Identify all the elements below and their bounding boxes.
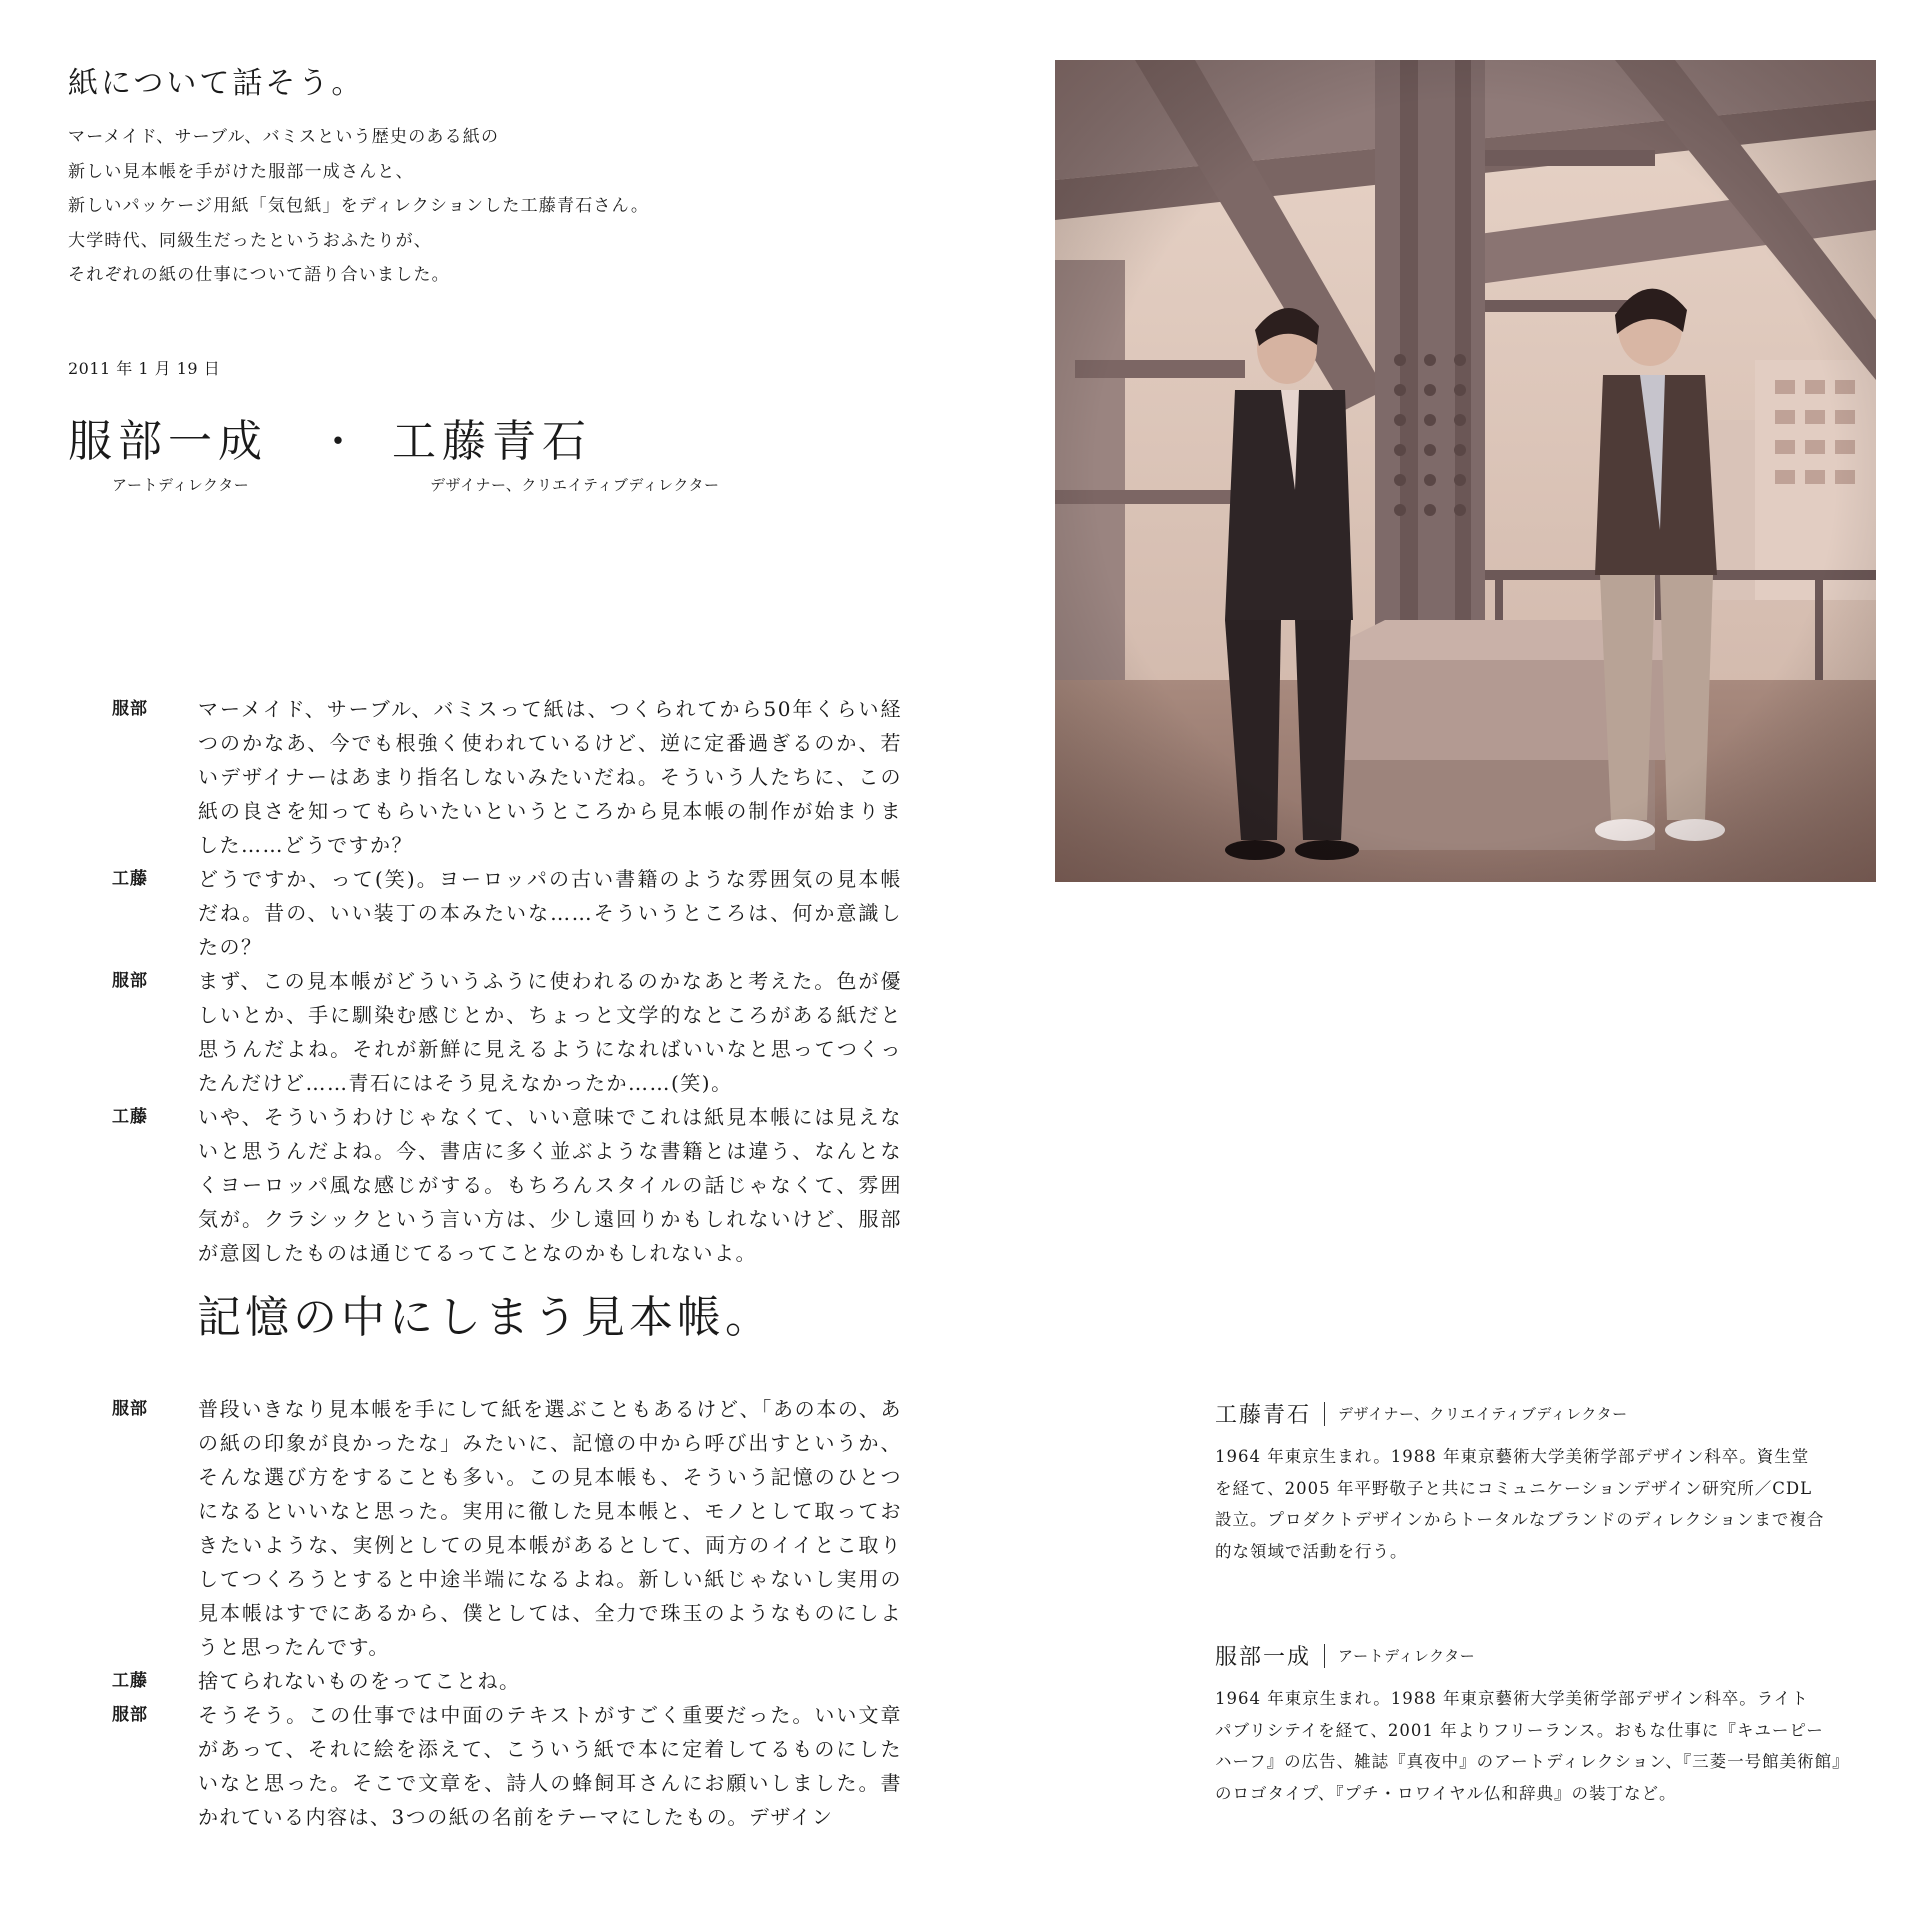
speech-text: 普段いきなり見本帳を手にして紙を選ぶこともあるけど、「あの本の、あの紙の印象が良かったな」みたいに、記憶の中から呼び出すというか、そんな選び方をすることも多い。この見本帳も、そういう記憶のひとつになるといいなと思った。実用に徹した見本帳と、モノとして取っておきたいような、実例としての見本帳があるとして、両方のイイとこ取りしてつくろうとすると中途半端になるよね。新しい紙じゃないし実用の見本帳はすでにあるから、僕としては、全力で珠玉のようなものにしようと思ったんです。 <box>198 1397 902 1659</box>
intro-line: それぞれの紙の仕事について語り合いました。 <box>68 265 450 285</box>
speaker-label: 工藤 <box>112 1671 148 1691</box>
speaker-label: 服部 <box>112 1399 148 1419</box>
dialogue-turn <box>112 1698 902 1834</box>
dialogue-section-1 <box>112 692 902 1270</box>
bio-text <box>1215 1441 1865 1567</box>
bio-text <box>1215 1683 1865 1809</box>
name-separator: ・ <box>318 419 358 465</box>
bio-line: を経て、2005 年平野敬子と共にコミュニケーションデザイン研究所／CDL <box>1215 1478 1813 1498</box>
speaker-label: 服部 <box>112 971 148 991</box>
participant-role-hattori: アートディレクター <box>112 476 250 494</box>
bio-header <box>1215 1398 1865 1429</box>
bio-line: 的な領域で活動を行う。 <box>1215 1541 1408 1561</box>
participant-name-kudo: 工藤青石 <box>392 416 592 467</box>
bio-header <box>1215 1640 1865 1671</box>
dialogue-turn <box>112 1664 902 1698</box>
bio-role: デザイナー、クリエイティブディレクター <box>1338 1405 1628 1423</box>
intro-line: 大学時代、同級生だったというおふたりが、 <box>68 230 432 251</box>
speech-text: どうですか、って(笑)。ヨーロッパの古い書籍のような雰囲気の見本帳だね。昔の、いい装丁の本みたいな……そういうところは、何か意識したの？ <box>198 867 902 959</box>
participant-role-kudo: デザイナー、クリエイティブディレクター <box>430 476 720 494</box>
date: 2011 年 1 月 19 日 <box>68 359 221 378</box>
bio-line: 1964 年東京生まれ。1988 年東京藝術大学美術学部デザイン科卒。ライト <box>1215 1689 1809 1708</box>
rooftop-photo <box>1055 60 1876 882</box>
speech-text: そうそう。この仕事では中面のテキストがすごく重要だった。いい文章があって、それに絵を添えて、こういう紙で本に定着してるものにしたいなと思った。そこで文章を、詩人の蜂飼耳さんにお願いしました。書かれている内容は、3つの紙の名前をテーマにしたもの。デザイン <box>198 1703 902 1829</box>
bio-divider <box>1324 1644 1325 1668</box>
bio-role: アートディレクター <box>1338 1647 1476 1665</box>
bio-line: のロゴタイプ、『プチ・ロワイヤル仏和辞典』の装丁など。 <box>1215 1783 1677 1803</box>
intro-line: マーメイド、サーブル、バミスという歴史のある紙の <box>68 127 500 147</box>
speech-text: いや、そういうわけじゃなくて、いい意味でこれは紙見本帳には見えないと思うんだよね。今、書店に多く並ぶような書籍とは違う、なんとなくヨーロッパ風な感じがする。もちろんスタイルの話じゃなくて、雰囲気が。クラシックという言い方は、少し遠回りかもしれないけど、服部が意図したものは通じてるってことなのかもしれないよ。 <box>198 1105 902 1265</box>
intro-text <box>68 120 748 293</box>
speech-text: マーメイド、サーブル、バミスって紙は、つくられてから50年くらい経つのかなあ、今でも根強く使われているけど、逆に定番過ぎるのか、若いデザイナーはあまり指名しないみたいだね。そういう人たちに、この紙の良さを知ってもらいたいというところから見本帳の制作が始まりました……どうですか？ <box>198 697 902 857</box>
bio-divider <box>1324 1402 1325 1426</box>
photo-illustration <box>1055 60 1876 882</box>
speech-text: 捨てられないものをってことね。 <box>198 1669 521 1693</box>
bio-line: 1964 年東京生まれ。1988 年東京藝術大学美術学部デザイン科卒。資生堂 <box>1215 1447 1810 1466</box>
bio-hattori <box>1215 1640 1865 1809</box>
dialogue-section-2 <box>112 1392 902 1834</box>
dialogue-turn <box>112 964 902 1100</box>
speech-text: まず、この見本帳がどういうふうに使われるのかなあと考えた。色が優しいとか、手に馴染む感じとか、ちょっと文学的なところがある紙だと思うんだよね。それが新鮮に見えるようになればいいなと思ってつくったんだけど……青石にはそう見えなかったか……(笑)。 <box>198 969 902 1095</box>
bio-kudo <box>1215 1398 1865 1567</box>
bio-line: 設立。プロダクトデザインからトータルなブランドのディレクションまで複合 <box>1215 1510 1825 1529</box>
speaker-label: 工藤 <box>112 869 148 889</box>
dialogue-turn <box>112 1392 902 1664</box>
participant-name-hattori: 服部一成 <box>68 416 268 467</box>
dialogue-turn <box>112 862 902 964</box>
section-heading: 記憶の中にしまう見本帳。 <box>197 1292 773 1343</box>
speaker-label: 工藤 <box>112 1107 148 1127</box>
dialogue-turn <box>112 692 902 862</box>
speaker-label: 服部 <box>112 699 148 719</box>
bio-name: 服部一成 <box>1215 1645 1312 1670</box>
bio-line: ハーフ』の広告、雑誌『真夜中』のアートディレクション、『三菱一号館美術館』 <box>1215 1752 1850 1771</box>
intro-line: 新しいパッケージ用紙「気包紙」をディレクションした工藤青石さん。 <box>68 196 650 216</box>
speaker-label: 服部 <box>112 1705 148 1725</box>
bio-name: 工藤青石 <box>1215 1403 1312 1428</box>
dialogue-turn <box>112 1100 902 1270</box>
bio-line: パブリシテイを経て、2001 年よりフリーランス。おもな仕事に『キユーピー <box>1215 1720 1824 1740</box>
page-title: 紙について話そう。 <box>68 66 365 101</box>
intro-line: 新しい見本帳を手がけた服部一成さんと、 <box>68 161 414 182</box>
